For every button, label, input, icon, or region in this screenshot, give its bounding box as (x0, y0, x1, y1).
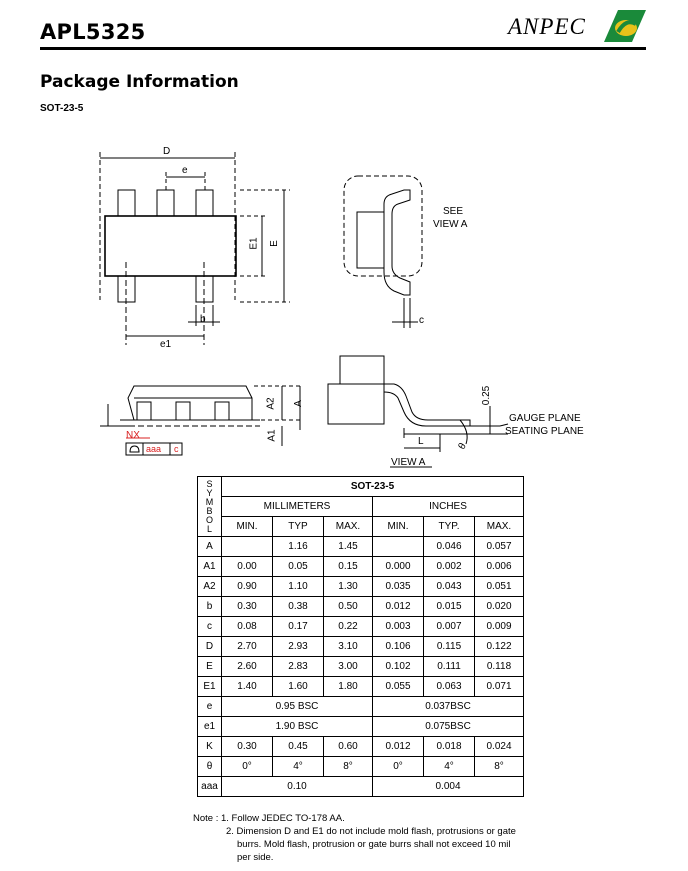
value-cell: 8° (324, 757, 373, 777)
value-cell: 0° (222, 757, 273, 777)
value-cell: 0.45 (273, 737, 324, 757)
value-cell: 0.90 (222, 577, 273, 597)
subheader-cell: MIN. (373, 517, 424, 537)
section-title: Package Information (40, 72, 239, 92)
value-cell: 0.60 (324, 737, 373, 757)
table-row (198, 637, 524, 657)
dim-label-a1: A1 (266, 429, 278, 442)
value-cell: 0.000 (373, 557, 424, 577)
value-cell: 2.83 (273, 657, 324, 677)
subheader-cell: MAX. (475, 517, 524, 537)
value-cell: 1.90 BSC (222, 717, 373, 737)
value-cell (373, 537, 424, 557)
symbol-cell: c (198, 617, 222, 637)
value-cell: 0.007 (424, 617, 475, 637)
value-cell: 0.063 (424, 677, 475, 697)
gauge-plane-label: GAUGE PLANE (509, 413, 581, 424)
table-row (198, 677, 524, 697)
value-cell: 0.95 BSC (222, 697, 373, 717)
value-cell: 0.006 (475, 557, 524, 577)
value-cell: 0° (373, 757, 424, 777)
value-cell: 1.40 (222, 677, 273, 697)
value-cell: 3.10 (324, 637, 373, 657)
table-row (198, 597, 524, 617)
value-cell: 0.22 (324, 617, 373, 637)
table-row (198, 577, 524, 597)
symbol-cell: E (198, 657, 222, 677)
table-row (198, 657, 524, 677)
value-cell: 0.122 (475, 637, 524, 657)
value-cell: 0.057 (475, 537, 524, 557)
value-cell: 4° (273, 757, 324, 777)
logo-text: ANPEC (508, 14, 586, 39)
value-cell: 0.071 (475, 677, 524, 697)
part-number: APL5325 (40, 20, 146, 44)
value-cell: 3.00 (324, 657, 373, 677)
table-row (198, 777, 524, 797)
value-cell (222, 537, 273, 557)
table-body (198, 537, 524, 697)
dimension-table (197, 476, 524, 797)
value-cell: 0.009 (475, 617, 524, 637)
table-row (198, 737, 524, 757)
symbol-cell: D (198, 637, 222, 657)
symbol-cell: θ (198, 757, 222, 777)
value-cell: 0.08 (222, 617, 273, 637)
value-cell: 0.046 (424, 537, 475, 557)
symbol-header: S Y M B O L (198, 477, 222, 537)
value-cell: 2.93 (273, 637, 324, 657)
note-line: Note : 1. Follow JEDEC TO-178 AA. (193, 813, 345, 824)
value-cell: 1.30 (324, 577, 373, 597)
symbol-cell: A1 (198, 557, 222, 577)
see-label: SEE (443, 206, 464, 217)
aaa-label: aaa (146, 444, 162, 454)
value-cell: 0.15 (324, 557, 373, 577)
value-cell: 0.003 (373, 617, 424, 637)
symbol-cell: A2 (198, 577, 222, 597)
note-line: burrs. Mold flash, protrusion or gate burrs shall not exceed 10 mil (237, 839, 511, 850)
gauge-dim-label: 0.25 (481, 385, 493, 406)
dim-label-l: L (418, 436, 424, 447)
table-row (198, 557, 524, 577)
symbol-cell: e (198, 697, 222, 717)
symbol-cell: E1 (198, 677, 222, 697)
value-cell: 1.80 (324, 677, 373, 697)
datum-c-label: c (174, 444, 179, 454)
symbol-cell: K (198, 737, 222, 757)
symbol-cell: e1 (198, 717, 222, 737)
value-cell: 0.102 (373, 657, 424, 677)
package-name: SOT-23-5 (40, 103, 84, 114)
value-cell: 0.037BSC (373, 697, 524, 717)
value-cell: 2.60 (222, 657, 273, 677)
nx-label: NX (126, 430, 140, 441)
value-cell: 0.106 (373, 637, 424, 657)
inches-header: INCHES (373, 497, 524, 517)
value-cell: 1.10 (273, 577, 324, 597)
table-row (198, 757, 524, 777)
value-cell: 1.60 (273, 677, 324, 697)
value-cell: 0.00 (222, 557, 273, 577)
subheader-cell: MAX. (324, 517, 373, 537)
note-line: per side. (237, 852, 274, 863)
value-cell: 2.70 (222, 637, 273, 657)
view-a-caption: VIEW A (391, 457, 426, 468)
value-cell: 0.020 (475, 597, 524, 617)
symbol-cell: aaa (198, 777, 222, 797)
value-cell: 0.111 (424, 657, 475, 677)
dim-label-e1-pitch: e1 (160, 339, 172, 350)
seating-plane-label: SEATING PLANE (505, 426, 584, 437)
dim-label-d: D (163, 146, 171, 157)
value-cell: 8° (475, 757, 524, 777)
subheader-cell: MIN. (222, 517, 273, 537)
value-cell: 0.055 (373, 677, 424, 697)
value-cell: 0.38 (273, 597, 324, 617)
table-row (198, 537, 524, 557)
value-cell: 0.043 (424, 577, 475, 597)
view-a-ref: VIEW A (433, 219, 468, 230)
dim-label-c: c (419, 315, 424, 326)
value-cell: 0.30 (222, 597, 273, 617)
value-cell: 0.075BSC (373, 717, 524, 737)
dim-label-e: e (182, 165, 188, 176)
value-cell: 0.012 (373, 737, 424, 757)
value-cell: 0.002 (424, 557, 475, 577)
value-cell: 0.018 (424, 737, 475, 757)
theta-label: θ (456, 441, 469, 452)
value-cell: 0.17 (273, 617, 324, 637)
dim-label-b: b (200, 314, 206, 325)
value-cell: 1.16 (273, 537, 324, 557)
value-cell: 0.115 (424, 637, 475, 657)
value-cell: 0.118 (475, 657, 524, 677)
value-cell: 0.50 (324, 597, 373, 617)
symbol-cell: A (198, 537, 222, 557)
value-cell: 0.035 (373, 577, 424, 597)
value-cell: 0.30 (222, 737, 273, 757)
value-cell: 0.10 (222, 777, 373, 797)
value-cell: 0.051 (475, 577, 524, 597)
table-row (198, 717, 524, 737)
value-cell: 0.05 (273, 557, 324, 577)
value-cell: 0.015 (424, 597, 475, 617)
table-row (198, 697, 524, 717)
value-cell: 0.012 (373, 597, 424, 617)
subheader-cell: TYP (273, 517, 324, 537)
table-row (198, 617, 524, 637)
notes (193, 812, 516, 864)
subheader-cell: TYP. (424, 517, 475, 537)
note-line: 2. Dimension D and E1 do not include mold flash, protrusions or gate (226, 826, 516, 837)
package-header: SOT-23-5 (222, 477, 524, 497)
value-cell: 4° (424, 757, 475, 777)
dim-label-e1: E1 (248, 237, 260, 250)
symbol-cell: b (198, 597, 222, 617)
value-cell: 1.45 (324, 537, 373, 557)
dim-label-a: A (292, 400, 304, 407)
dim-label-a2: A2 (265, 397, 277, 410)
dim-label-e-total: E (268, 240, 280, 247)
value-cell: 0.004 (373, 777, 524, 797)
value-cell: 0.024 (475, 737, 524, 757)
millimeters-header: MILLIMETERS (222, 497, 373, 517)
